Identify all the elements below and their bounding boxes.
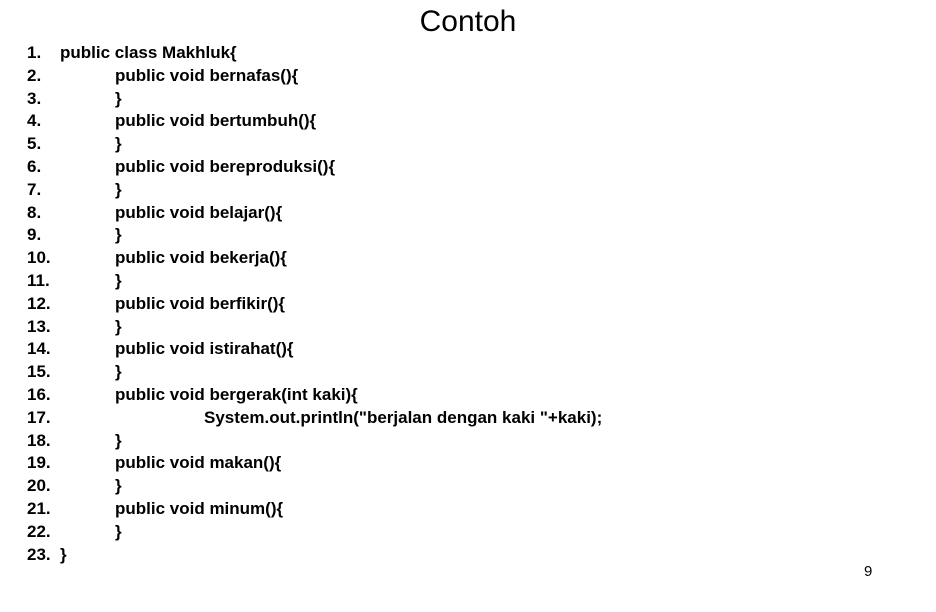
code-text: } (115, 362, 122, 382)
code-text: public class Makhluk{ (60, 43, 237, 62)
slide-title: Contoh (419, 5, 517, 38)
line-number: 20. (27, 476, 51, 496)
line-number: 4. (27, 111, 42, 131)
code-text: public void belajar(){ (115, 202, 283, 222)
line-number: 3. (27, 88, 42, 108)
line-number: 6. (27, 156, 42, 176)
line-number: 14. (27, 339, 51, 359)
line-number: 15. (27, 362, 51, 382)
line-number: 13. (27, 316, 51, 336)
line-number: 10. (27, 248, 51, 268)
code-text: } (115, 179, 122, 199)
code-text: } (115, 316, 122, 336)
line-number: 9. (27, 225, 42, 245)
line-number: 18. (27, 430, 51, 450)
line-number: 11. (27, 270, 50, 290)
code-text: public void minum(){ (115, 498, 284, 518)
line-number: 12. (27, 293, 51, 313)
line-number: 2. (27, 65, 42, 85)
line-number: 5. (27, 134, 42, 154)
code-text: } (60, 544, 67, 564)
line-number: 8. (27, 202, 42, 222)
code-text: } (115, 225, 122, 245)
line-number: 17. (27, 407, 51, 427)
code-text: } (115, 134, 122, 154)
code-text: public void bernafas(){ (115, 65, 299, 85)
code-text: } (115, 476, 122, 496)
code-text: public void bereproduksi(){ (115, 156, 336, 176)
slide-number: 9 (864, 563, 873, 580)
line-number: 1. (27, 43, 42, 62)
code-text: public void bergerak(int kaki){ (115, 384, 358, 404)
code-text: } (115, 521, 122, 541)
line-number: 21. (27, 498, 51, 518)
code-text: public void makan(){ (115, 453, 282, 473)
line-number: 23. (27, 544, 51, 564)
code-text: public void bekerja(){ (115, 248, 287, 268)
code-text: System.out.println("berjalan dengan kaki "+kaki); (204, 407, 603, 427)
code-text: } (115, 270, 122, 290)
code-text: public void bertumbuh(){ (115, 111, 317, 131)
code-text: public void berfikir(){ (115, 293, 286, 313)
line-number: 7. (27, 179, 42, 199)
line-number: 16. (27, 384, 51, 404)
line-number: 22. (27, 521, 51, 541)
line-number: 19. (27, 453, 51, 473)
code-text: public void istirahat(){ (115, 339, 294, 359)
code-text: } (115, 88, 122, 108)
code-text: } (115, 430, 122, 450)
